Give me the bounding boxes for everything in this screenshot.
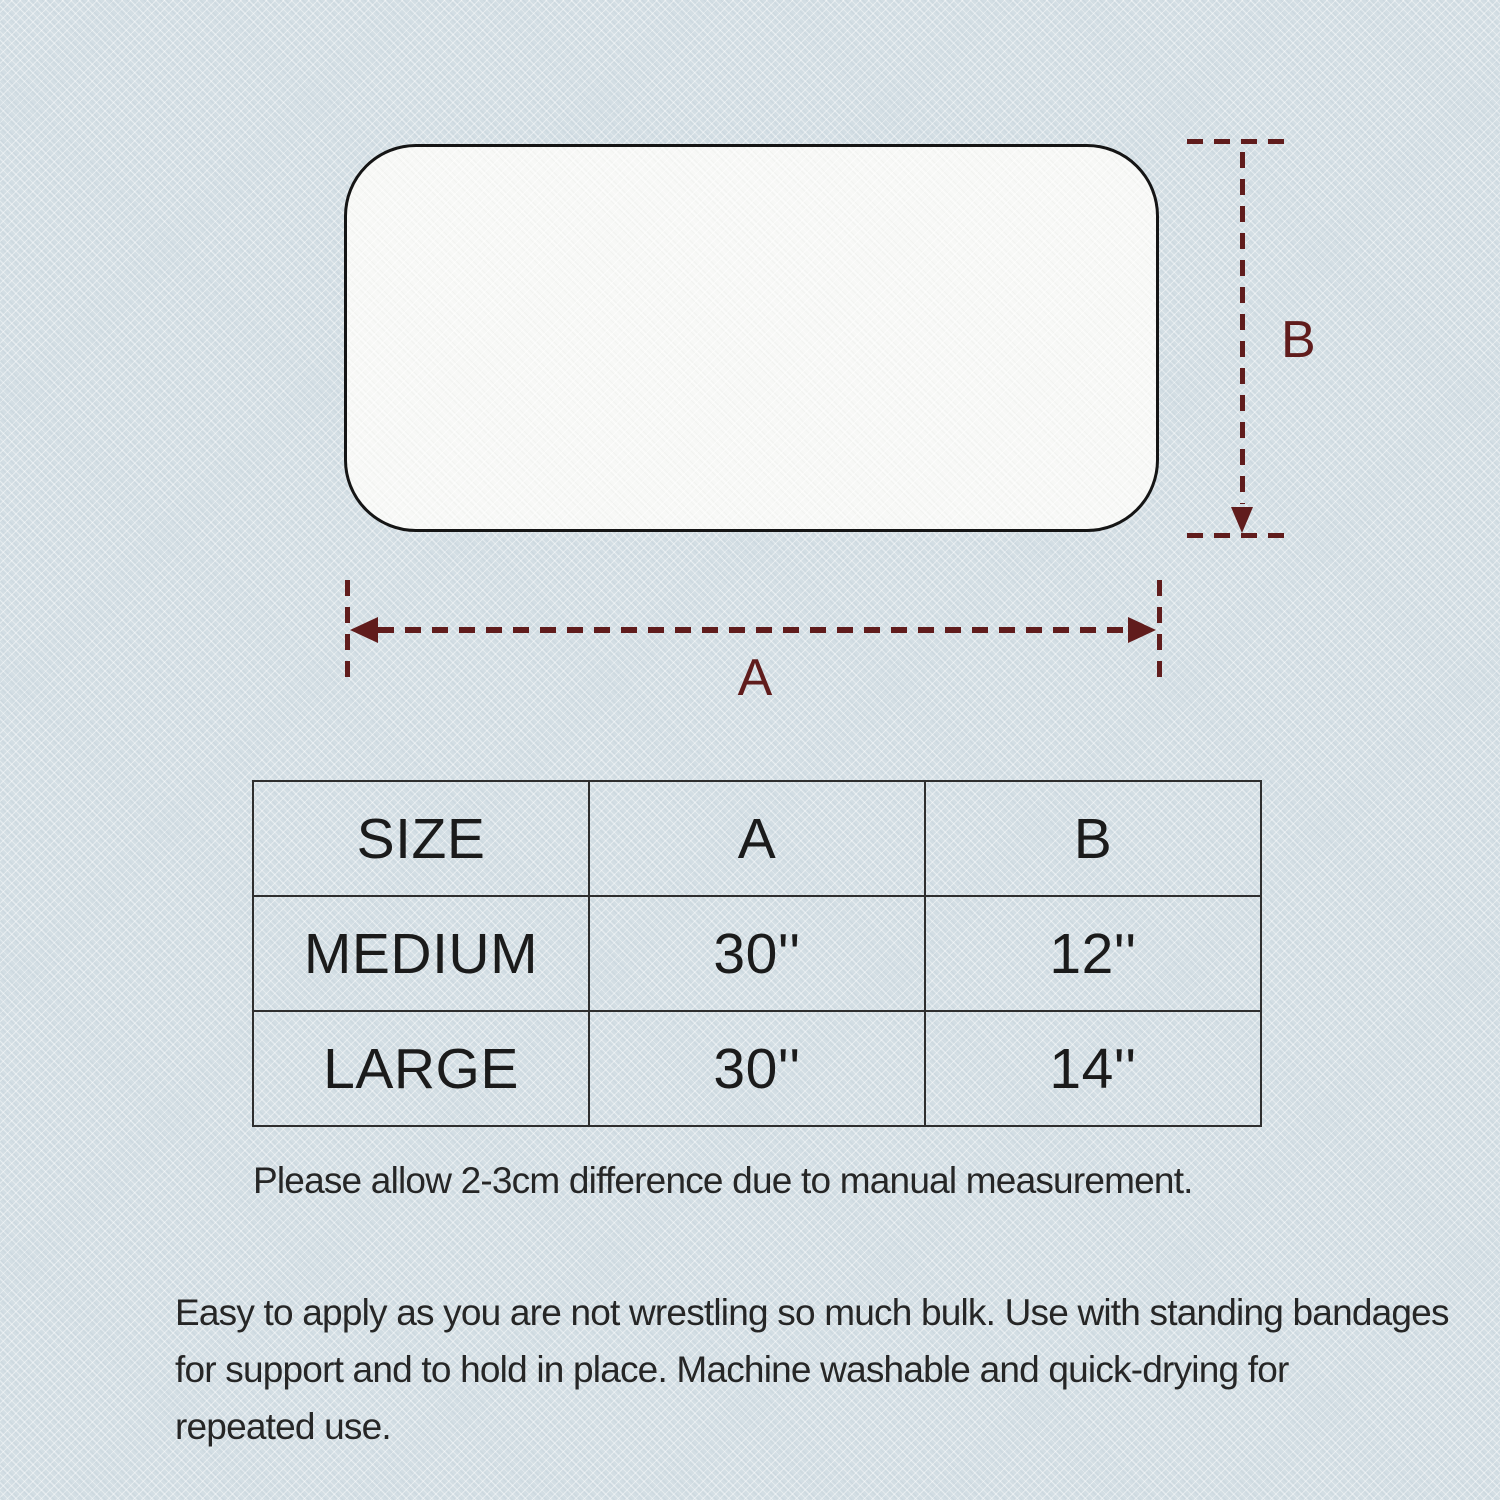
product-outline-shape	[344, 144, 1159, 532]
dimension-a-right-extension-line	[1157, 580, 1162, 688]
medium-a-value: 30''	[589, 896, 925, 1011]
description-line-2: for support and to hold in place. Machine washable and quick-drying for	[175, 1349, 1289, 1390]
large-a-value: 30''	[589, 1011, 925, 1126]
size-table-row-large	[253, 1011, 1261, 1126]
description-line-3: repeated use.	[175, 1406, 391, 1447]
dimension-b-top-extension-line	[1187, 139, 1295, 144]
dimension-a-line	[378, 627, 1128, 633]
dimension-b-arrowhead-down-icon	[1231, 507, 1253, 533]
dimension-a-label: A	[737, 649, 773, 707]
size-table-header-size: SIZE	[253, 781, 589, 896]
size-table	[252, 780, 1262, 1127]
dimension-b-bottom-extension-line	[1187, 533, 1295, 538]
product-description	[175, 1284, 1475, 1455]
description-line-1: Easy to apply as you are not wrestling so much bulk. Use with standing bandages	[175, 1292, 1449, 1333]
medium-b-value: 12''	[925, 896, 1261, 1011]
dimension-a-arrowhead-right-icon	[1128, 617, 1156, 643]
measurement-note: Please allow 2-3cm difference due to manual measurement.	[253, 1160, 1193, 1201]
size-table-header-b: B	[925, 781, 1261, 896]
large-b-value: 14''	[925, 1011, 1261, 1126]
dimension-a-arrowhead-left-icon	[350, 617, 378, 643]
size-table-header-a: A	[589, 781, 925, 896]
size-table-row-medium	[253, 896, 1261, 1011]
size-cell-medium: MEDIUM	[253, 896, 589, 1011]
size-table-header-row	[253, 781, 1261, 896]
size-cell-large: LARGE	[253, 1011, 589, 1126]
dimension-b-label: B	[1281, 311, 1316, 369]
dimension-b-line	[1240, 152, 1245, 504]
